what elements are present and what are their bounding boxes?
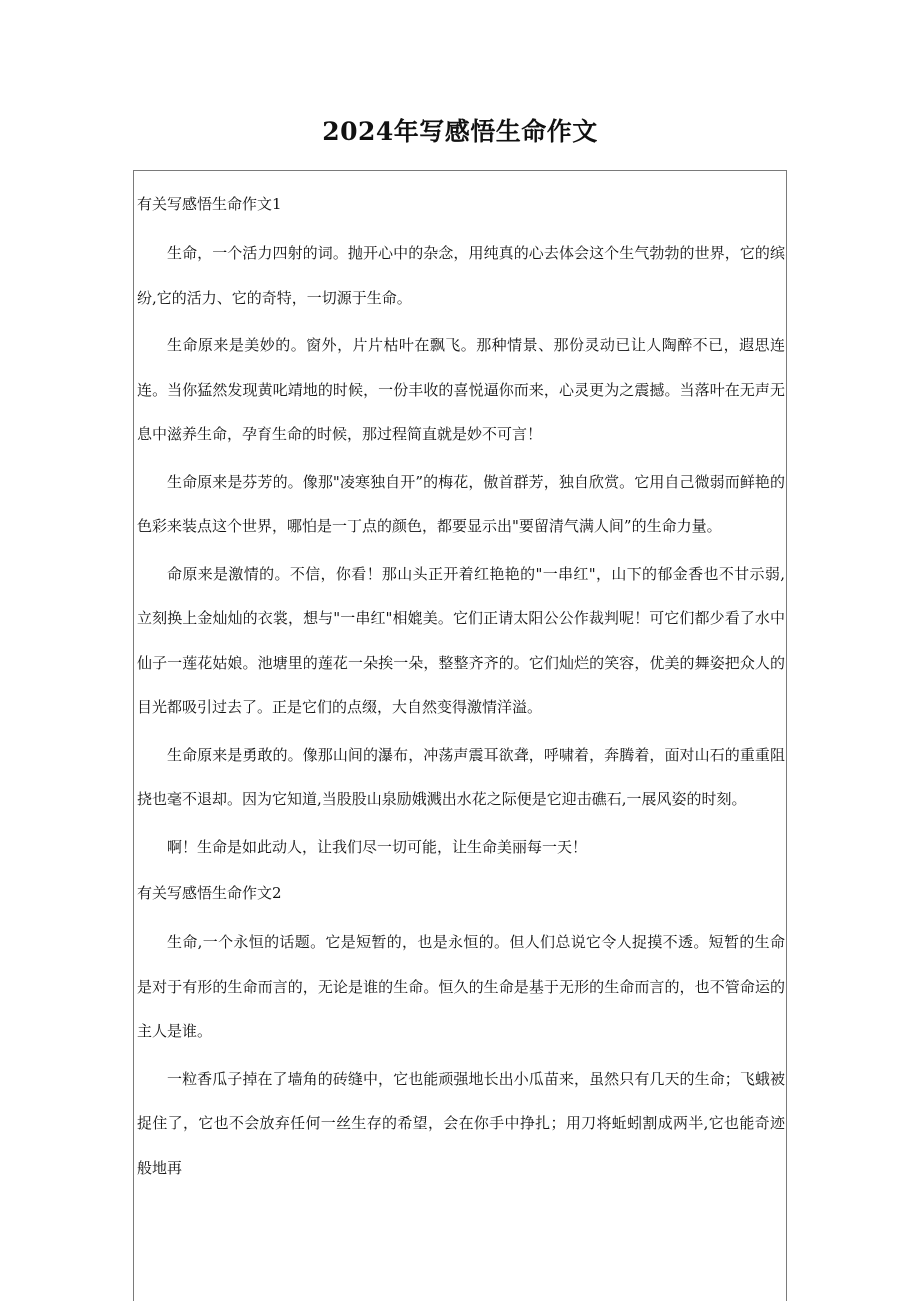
paragraph: 生命原来是勇敢的。像那山间的瀑布，冲荡声震耳欲聋，呼啸着，奔腾着，面对山石的重重阻挠也毫不退却。因为它知道,当股股山泉励娥溅出水花之际便是它迎击礁石,一展风姿的时刻。 xyxy=(137,745,785,808)
paragraph: 生命原来是芬芳的。像那"凌寒独自开”的梅花，傲首群芳，独自欣赏。它用自己微弱而鲜艳的色彩来装点这个世界，哪怕是一丁点的颜色，都要显示出"要留清气满人间”的生命力量。 xyxy=(137,472,785,535)
paragraph: 命原来是激情的。不信，你看！那山头正开着红艳艳的"一串红"，山下的郁金香也不甘示弱,立刻换上金灿灿的衣裳，想与"一串红"相媲美。它们正请太阳公公作裁判呢！可它们都少看了水中仙子一莲花姑娘。池塘里的莲花一朵挨一朵，整整齐齐的。它们灿烂的笑容，优美的舞姿把众人的目光都吸引过去了。正是它们的点缀，大自然变得激情洋溢。 xyxy=(137,564,785,716)
paragraph: 生命，一个活力四射的词。抛开心中的杂念，用纯真的心去体会这个生气勃勃的世界，它的缤纷,它的活力、它的奇特，一切源于生命。 xyxy=(137,244,785,307)
section-heading: 有关写感悟生命作文2 xyxy=(137,884,282,902)
paragraph: 啊！生命是如此动人，让我们尽一切可能，让生命美丽每一天！ xyxy=(167,837,588,856)
paragraph: 生命,一个永恒的话题。它是短暂的，也是永恒的。但人们总说它令人捉摸不透。短暂的生命是对于有形的生命而言的，无论是谁的生命。恒久的生命是基于无形的生命而言的，也不管命运的主人是谁。 xyxy=(137,933,785,1040)
paragraph: 生命原来是美妙的。窗外，片片枯叶在飘飞。那种情景、那份灵动已让人陶醉不已，遐思连连。当你猛然发现黄叱靖地的时候，一份丰收的喜悦逼你而来，心灵更为之震撼。当落叶在无声无息中滋养生命，孕育生命的时候，那过程简直就是妙不可言！ xyxy=(137,336,785,443)
paragraph: 一粒香瓜子掉在了墙角的砖缝中，它也能顽强地长出小瓜苗来，虽然只有几天的生命；飞蛾被捉住了，它也不会放弃任何一丝生存的希望，会在你手中挣扎；用刀将蚯蚓割成两半,它也能奇迹般地再 xyxy=(137,1069,785,1177)
document-body xyxy=(137,183,785,1193)
section-heading: 有关写感悟生命作文1 xyxy=(137,195,282,213)
document-title: 2024年写感悟生命作文 xyxy=(322,117,598,146)
